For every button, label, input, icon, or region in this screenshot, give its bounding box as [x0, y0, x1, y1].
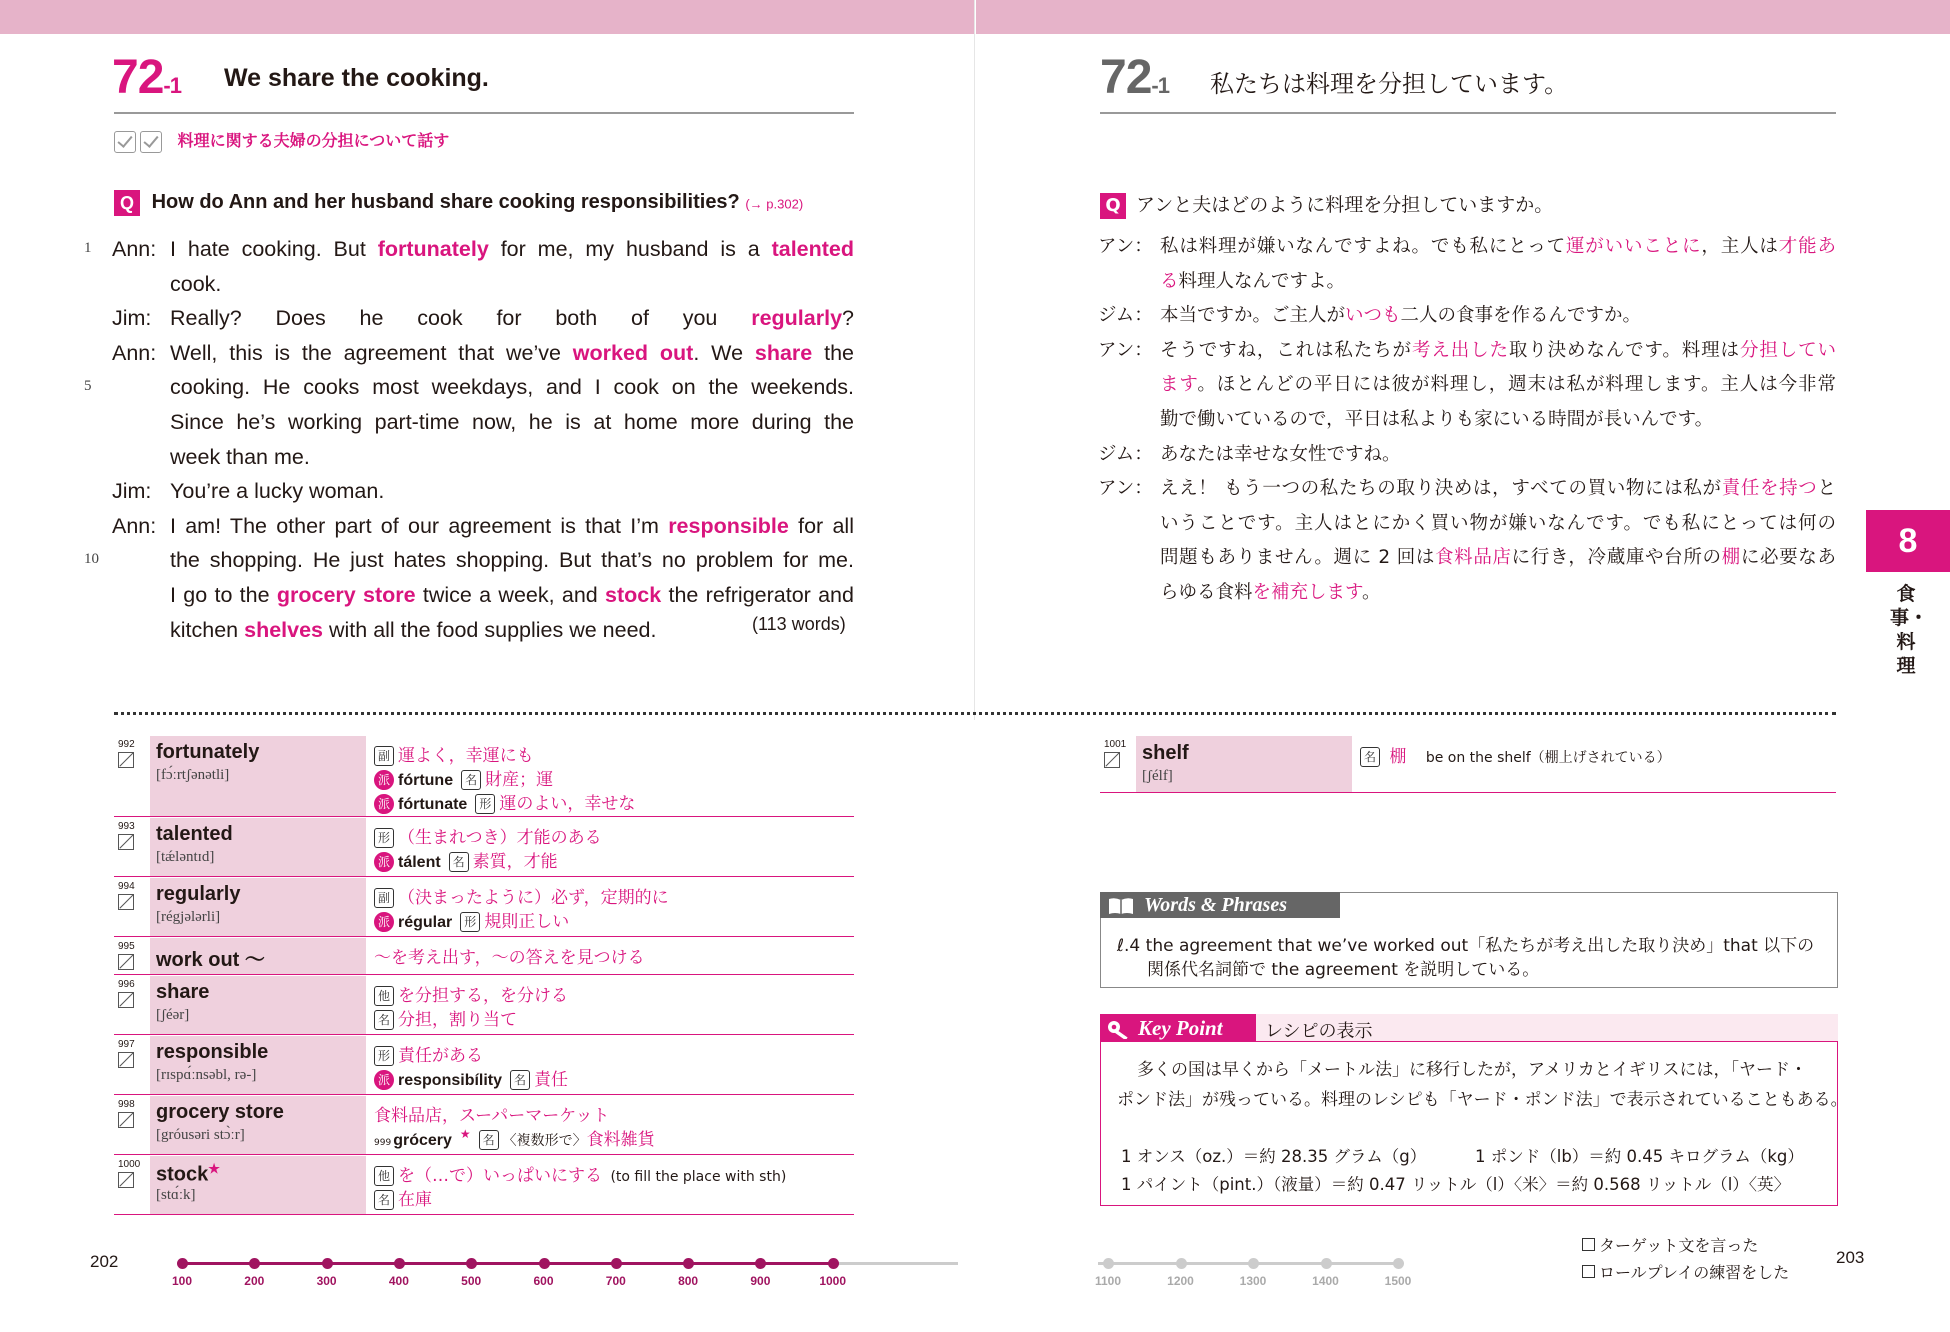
- vocab-def-line: [374, 1101, 613, 1126]
- translation-line: [1160, 541, 1836, 575]
- wp-line-1: [1117, 931, 1814, 956]
- progress-label: 200: [244, 1274, 265, 1288]
- question-ref: (→ p.302): [745, 196, 804, 212]
- vocab-check-icon[interactable]: [118, 834, 134, 850]
- vocab-check-icon[interactable]: [118, 894, 134, 910]
- key-point-box: [1100, 1014, 1848, 1206]
- dialogue-text: cooking. He cooks most weekdays, and I cook on the weekends.: [170, 375, 854, 400]
- translation-text: に必要なあ: [1740, 547, 1836, 569]
- key-term-jp: 運がいいことに: [1565, 236, 1702, 257]
- dialogue-line: [170, 405, 854, 439]
- progress-dot: [177, 1258, 188, 1269]
- translation-line: [1160, 438, 1401, 472]
- pos-tag: 名: [374, 1010, 394, 1030]
- derivative-icon: 派: [374, 770, 394, 790]
- progress-dot: [466, 1258, 477, 1269]
- translation-text: 。: [1362, 582, 1381, 603]
- progress-dot: [755, 1258, 766, 1269]
- vocab-row: [114, 1096, 854, 1155]
- translation-line: [1160, 265, 1345, 299]
- key-point-title: Key Point: [1138, 1016, 1223, 1040]
- vocab-pron: [régjələrli]: [156, 909, 221, 925]
- dialogue-text: for me, my husband is a: [488, 237, 772, 261]
- dialogue-line: [170, 474, 384, 508]
- dialogue-line: [170, 509, 854, 543]
- checkbox-icon[interactable]: [1582, 1265, 1595, 1278]
- dialogue-text: I am! The other part of our agreement is that I’m: [170, 513, 669, 538]
- vocab-number: 997: [118, 1039, 135, 1050]
- derived-word: fórtunate: [398, 796, 468, 813]
- vocab-meaning: 規則正しい: [484, 912, 570, 932]
- derivative-icon: 派: [374, 794, 394, 814]
- vocab-row: [114, 1156, 854, 1215]
- derivative-icon: 派: [374, 852, 394, 872]
- wp-line-2: 関係代名詞節で the agreement を説明している。: [1147, 960, 1540, 980]
- speaker-label-jp: ジム：: [1098, 305, 1153, 327]
- vocab-def-line: [374, 907, 573, 932]
- key-term-jp: 責任を持つ: [1721, 478, 1818, 500]
- vocab-note: 〈複数形で〉: [502, 1133, 587, 1149]
- translation-line: [1160, 230, 1836, 264]
- speaker-label: Jim:: [112, 479, 152, 504]
- pos-tag: 名: [461, 770, 481, 790]
- derivative-icon: 派: [374, 1070, 394, 1090]
- progress-label: 1100: [1094, 1274, 1122, 1288]
- question: [114, 190, 803, 216]
- dialogue-text: I hate cooking. But: [170, 237, 378, 261]
- q-badge: Q: [114, 190, 140, 216]
- vocab-meaning: 責任: [534, 1070, 569, 1090]
- translation-text: 取り決めなんです。料理は: [1508, 339, 1740, 361]
- sub-entry-number: 999: [374, 1138, 392, 1148]
- dialogue-line: [170, 267, 221, 301]
- dialogue-text: You’re a lucky woman.: [170, 479, 385, 504]
- vocab-def-line: [374, 1125, 659, 1150]
- speaker-label-jp: アン：: [1098, 236, 1153, 257]
- key-term: grocery store: [276, 583, 416, 607]
- goal-text: 料理に関する夫婦の分担について話す: [177, 131, 450, 150]
- progress-label: 1500: [1384, 1274, 1412, 1288]
- vocab-term: responsible: [156, 1041, 269, 1063]
- vocab-number-cell: [114, 736, 150, 816]
- vocab-number-cell: [114, 878, 150, 936]
- dialogue-line: [170, 613, 656, 647]
- vocab-number: 1001: [1104, 739, 1127, 750]
- progress-dot: [683, 1258, 694, 1269]
- vocab-check-icon[interactable]: [118, 992, 134, 1008]
- vocab-pron: [tǽləntɪd]: [156, 849, 215, 865]
- progress-dot: [322, 1258, 333, 1269]
- dialogue-line: [170, 578, 854, 612]
- vocab-term: shelf: [1142, 742, 1189, 764]
- progress-dot: [1393, 1258, 1404, 1269]
- key-term-jp: 食料品店: [1435, 547, 1512, 569]
- vocab-pron: [ʃéər]: [156, 1007, 190, 1023]
- translation-text: 問題もありません。週に 2 回は: [1160, 547, 1436, 569]
- translation-line: [1160, 299, 1641, 333]
- vocab-note: be on the shelf（棚上げされている）: [1425, 750, 1671, 766]
- vocab-row-right: [1100, 736, 1836, 793]
- vocab-check-icon[interactable]: [1104, 752, 1120, 768]
- vocab-pron: [rɪspɑ́ːnsəbl, rə-]: [156, 1067, 257, 1083]
- translation-line: [1160, 576, 1381, 610]
- speaker-label: Ann:: [112, 237, 157, 261]
- translation-text: に行き，冷蔵庫や台所の: [1511, 547, 1722, 569]
- vocab-meaning: 食料品店，スーパーマーケット: [374, 1106, 610, 1126]
- words-phrases-title: Words & Phrases: [1144, 894, 1287, 916]
- translation-text: 料理人なんですよ。: [1178, 270, 1346, 292]
- book-icon: [1108, 896, 1134, 914]
- dialogue-text: I go to the: [170, 583, 277, 607]
- page-title-right: 私たちは料理を分担しています。: [1210, 70, 1569, 98]
- words-phrases-header: [1100, 892, 1340, 918]
- vocab-def-line: [374, 1041, 487, 1066]
- speaker-label: Ann:: [112, 513, 157, 538]
- pos-tag: 形: [374, 828, 394, 848]
- vocab-term: talented: [156, 823, 233, 845]
- question-text: How do Ann and her husband share cooking responsibilities?: [151, 191, 740, 214]
- vocab-row: [114, 736, 854, 817]
- vocab-meaning: 運のよい，幸せな: [499, 794, 636, 814]
- dialogue-text: kitchen: [170, 617, 245, 642]
- pos-tag: 名: [479, 1130, 499, 1150]
- vocab-def-line: [374, 765, 557, 790]
- page-number-right: 203: [1836, 1248, 1865, 1267]
- translation-text: そうですね，これは私たちが: [1160, 339, 1412, 361]
- star-icon: ★: [459, 1127, 471, 1142]
- vocab-def-line: [374, 823, 606, 848]
- progress-label: 500: [461, 1274, 482, 1288]
- vocab-meaning: 運よく，幸運にも: [398, 746, 534, 766]
- translation-text: 二人の食事を作るんですか。: [1400, 305, 1642, 327]
- vocab-meaning: 素質，才能: [472, 852, 558, 872]
- key-point-header: [1100, 1014, 1256, 1042]
- progress-line-left-active: [182, 1262, 832, 1265]
- derived-word: fórtune: [398, 772, 454, 789]
- vocab-term: work out ～: [156, 949, 265, 971]
- dialogue-text: for all: [788, 513, 854, 538]
- dialogue-text: the shopping. He just hates shopping. But that’s no problem for me.: [170, 548, 854, 573]
- vocab-note: (to fill the place with sth): [606, 1169, 787, 1185]
- translation-line: [1160, 368, 1836, 402]
- derived-word: responsibílity: [398, 1072, 503, 1089]
- vocab-def-line: [374, 883, 673, 908]
- dialogue-text: Really? Does he cook for both of you: [170, 306, 752, 331]
- vocab-number-cell: [114, 1036, 150, 1094]
- dialogue-line: [170, 336, 854, 370]
- line-number: 1: [84, 240, 92, 256]
- progress-label: 800: [678, 1274, 699, 1288]
- vocab-number: 994: [118, 881, 135, 892]
- dialogue-text: . We: [693, 340, 755, 365]
- progress-dot: [1321, 1258, 1332, 1269]
- vocab-meaning: 分担，割り当て: [398, 1010, 517, 1030]
- star-icon: ★: [208, 1161, 220, 1176]
- vocab-meaning: 財産；運: [485, 770, 554, 790]
- dotted-separator: [114, 712, 1836, 715]
- vocab-number: 996: [118, 979, 135, 990]
- speaker-label-jp: アン：: [1098, 478, 1153, 500]
- translation-text: らゆる食料: [1160, 582, 1253, 603]
- dialogue-text: Since he’s working part-time now, he is at home more during the: [170, 410, 854, 434]
- top-band-left: [0, 0, 974, 34]
- progress-dot: [611, 1258, 622, 1269]
- key-icon: [1106, 1018, 1132, 1038]
- vocab-row: [114, 938, 854, 975]
- translation-text: 私は料理が嫌いなんですよね。でも私にとって: [1160, 236, 1566, 257]
- practice-checklist: [1582, 1232, 1789, 1286]
- dialogue-text: ?: [842, 306, 854, 331]
- dialogue-line: [170, 232, 854, 266]
- vocab-number: 995: [118, 941, 135, 952]
- key-term: fortunately: [377, 237, 489, 261]
- progress-label: 300: [316, 1274, 337, 1288]
- vocab-number-cell: [1100, 736, 1136, 792]
- progress-label: 1200: [1167, 1274, 1194, 1288]
- vocab-number-cell: [114, 938, 150, 974]
- dialogue-text: Well, this is the agreement that we’ve: [170, 340, 573, 365]
- derived-word: régular: [398, 914, 453, 931]
- translation-line: [1160, 472, 1836, 506]
- key-term: worked out: [572, 340, 694, 365]
- title-rule-right: [1100, 112, 1836, 114]
- translation-line: [1160, 403, 1713, 437]
- translation-text: 。ほとんどの平日には彼が料理し，週末は私が料理します。主人は今非常: [1197, 374, 1836, 396]
- speaker-label: Jim:: [112, 306, 152, 331]
- pos-tag: 他: [374, 986, 394, 1006]
- line-number: 10: [84, 551, 99, 568]
- dialogue-text: the: [812, 340, 854, 365]
- progress-label: 1000: [819, 1274, 847, 1288]
- progress-label: 100: [171, 1274, 193, 1288]
- vocab-row: [114, 976, 854, 1035]
- derived-word: tálent: [398, 854, 441, 871]
- translation-line: [1160, 334, 1836, 368]
- page-title: We share the cooking.: [224, 64, 489, 92]
- pos-tag: 形: [460, 912, 480, 932]
- translation-text: ，主人は: [1701, 236, 1779, 257]
- translation-line: [1160, 507, 1836, 541]
- chapter-label: 食事・料理: [1890, 583, 1929, 677]
- key-term-jp: 才能あ: [1778, 236, 1836, 257]
- key-term: stock: [605, 583, 662, 607]
- vocab-def: [1360, 742, 1671, 767]
- translation-text: 本当ですか。ご主人が: [1160, 305, 1346, 327]
- progress-dot: [1176, 1258, 1187, 1269]
- section-number: 72-1: [112, 51, 181, 104]
- pos-tag: 名: [449, 852, 469, 872]
- vocab-term: fortunately: [156, 741, 260, 763]
- vocab-check-icon[interactable]: [118, 752, 134, 768]
- pos-tag: 形: [374, 1046, 394, 1066]
- vocab-number-cell: [114, 1156, 150, 1214]
- vocab-def-line: [374, 847, 562, 872]
- translation-text: あなたは幸せな女性ですね。: [1160, 443, 1401, 465]
- vocab-term: grocery store: [156, 1101, 284, 1123]
- dialogue-text: week than me.: [170, 444, 310, 469]
- key-term-jp: 棚: [1721, 547, 1741, 569]
- progress-label: 400: [388, 1274, 409, 1288]
- progress-dot: [828, 1258, 839, 1269]
- vocab-meaning: 在庫: [398, 1190, 432, 1210]
- vocab-check-icon[interactable]: [118, 1172, 134, 1188]
- vocab-row: [114, 878, 854, 937]
- wp-line-1-text: the agreement that we’ve worked out「私たちが考え出した取り決め」that 以下の: [1145, 936, 1815, 956]
- progress-dot: [539, 1258, 550, 1269]
- vocab-def-line: [374, 981, 572, 1006]
- goal-row: [114, 128, 449, 153]
- wp-line-ref: ℓ.4: [1117, 936, 1141, 956]
- derived-word: grócery: [393, 1132, 452, 1149]
- vocab-term: share: [156, 981, 210, 1003]
- vocab-meaning: 責任がある: [398, 1046, 483, 1066]
- progress-dot: [249, 1258, 260, 1269]
- key-term-jp: いつも: [1345, 305, 1401, 327]
- vocab-def-line: [374, 1161, 786, 1186]
- question-right: [1100, 190, 1553, 219]
- check-icon[interactable]: [140, 131, 162, 153]
- kp-para-1: 多くの国は早くから「メートル法」に移行したが，アメリカとイギリスには，「ヤード・: [1137, 1060, 1807, 1080]
- speaker-label-jp: アン：: [1098, 339, 1153, 361]
- dialogue-line: [170, 440, 310, 474]
- vocab-meaning: 食料雑貨: [586, 1130, 655, 1150]
- progress-dot: [1248, 1258, 1259, 1269]
- vocab-number-cell: [114, 1096, 150, 1154]
- checklist-item[interactable]: ターゲット文を言った: [1582, 1232, 1789, 1259]
- speaker-label-jp: ジム：: [1098, 443, 1153, 465]
- chapter-tab[interactable]: 8: [1866, 510, 1950, 572]
- kp-unit-pint: 1 パイント（pint.）（液量）＝約 0.47 リットル（l）〈米〉＝約 0.568 リットル（l）〈英〉: [1121, 1175, 1791, 1194]
- key-term-jp: る: [1160, 270, 1179, 292]
- vocab-def-line: [374, 789, 639, 814]
- vocab-pron: [ʃélf]: [1142, 768, 1173, 784]
- vocab-check-icon[interactable]: [118, 954, 134, 970]
- progress-label: 1300: [1239, 1274, 1267, 1288]
- translation-text: いうことです。主人はとにかく買い物が嫌いなんです。でも私にとっては何の: [1160, 512, 1836, 534]
- vocab-number: 993: [118, 821, 135, 832]
- vocab-def-line: [374, 741, 538, 766]
- pos-tag: 名: [1360, 747, 1380, 767]
- vocab-meaning: ～を考え出す，～の答えを見つける: [374, 948, 645, 968]
- derivative-icon: 派: [374, 912, 394, 932]
- pos-tag: 名: [510, 1070, 530, 1090]
- vocab-meaning: （生まれつき）才能のある: [398, 828, 602, 848]
- pos-tag: 副: [374, 746, 394, 766]
- vocab-number-cell: [114, 818, 150, 876]
- vocab-pron: [stɑ́ːk]: [156, 1187, 196, 1203]
- translation-text: 勤で働いているので，平日は私よりも家にいる時間が長いんです。: [1160, 409, 1714, 430]
- progress-label: 700: [605, 1274, 626, 1288]
- kp-para-2: ポンド法」が残っている。料理のレシピも「ヤード・ポンド法」で表示されていることもある。: [1117, 1090, 1848, 1110]
- vocab-row: [114, 818, 854, 877]
- key-term: responsible: [668, 513, 789, 538]
- title-rule: [114, 112, 854, 114]
- progress-label: 600: [533, 1274, 554, 1288]
- gutter: [974, 0, 975, 720]
- dialogue-text: cook.: [170, 271, 222, 296]
- key-term-jp: ます: [1160, 374, 1198, 396]
- vocab-term: stock★: [156, 1161, 220, 1186]
- key-term: regularly: [751, 306, 843, 331]
- vocab-check-icon[interactable]: [118, 1112, 134, 1128]
- progress-dot: [394, 1258, 405, 1269]
- key-term-jp: 分担してい: [1739, 339, 1836, 361]
- vocab-pron: [fɔ́ːrtʃənətli]: [156, 767, 230, 783]
- progress-label: 900: [750, 1274, 771, 1288]
- word-count: (113 words): [752, 614, 846, 634]
- kp-unit-lb: 1 ポンド（lb）＝約 0.45 キログラム（kg）: [1475, 1147, 1804, 1166]
- vocab-meaning: 棚: [1389, 747, 1407, 767]
- q-badge-right: Q: [1100, 193, 1126, 219]
- pos-tag: 形: [475, 794, 495, 814]
- pos-tag: 他: [374, 1166, 394, 1186]
- question-text-right: アンと夫はどのように料理を分担していますか。: [1136, 194, 1554, 216]
- translation-text: と: [1817, 478, 1836, 500]
- checklist-item[interactable]: ロールプレイの練習をした: [1582, 1259, 1789, 1286]
- words-phrases-box: [1100, 892, 1838, 988]
- progress-label: 1400: [1312, 1274, 1339, 1288]
- vocab-meaning: を分担する，を分ける: [398, 986, 568, 1006]
- vocab-pron: [gróusəri stɔ̀ːr]: [156, 1127, 245, 1143]
- vocab-term: regularly: [156, 883, 241, 905]
- line-number: 5: [84, 378, 92, 395]
- translation-text: ええ！ もう一つの私たちの取り決めは，すべての買い物には私が: [1160, 478, 1722, 500]
- vocab-def-line: [374, 1005, 521, 1030]
- section-number-right: 72-1: [1100, 51, 1169, 104]
- pos-tag: 名: [374, 1190, 394, 1210]
- dialogue-text: with all the food supplies we need.: [323, 617, 657, 642]
- dialogue-line: [170, 301, 854, 335]
- vocab-row: [114, 1036, 854, 1095]
- key-term: talented: [771, 237, 855, 261]
- vocab-def-line: [374, 1065, 572, 1090]
- pos-tag: 副: [374, 888, 394, 908]
- key-term: shelves: [244, 617, 324, 642]
- vocab-def-line: [374, 1185, 436, 1210]
- key-term-jp: 考え出した: [1411, 339, 1509, 361]
- key-point-heading: レシピの表示: [1265, 1021, 1373, 1042]
- dialogue-text: the refrigerator and: [661, 583, 854, 607]
- vocab-number: 1000: [118, 1159, 141, 1170]
- progress-dot: [1103, 1258, 1114, 1269]
- vocab-meaning: を（…で）いっぱいにする: [398, 1166, 602, 1186]
- speaker-label: Ann:: [112, 340, 157, 365]
- vocab-number-cell: [114, 976, 150, 1034]
- vocab-check-icon[interactable]: [118, 1052, 134, 1068]
- vocab-meaning: （決まったように）必ず，定期的に: [398, 888, 669, 908]
- dialogue-line: [170, 543, 854, 577]
- dialogue-line: [170, 370, 854, 404]
- vocab-number: 998: [118, 1099, 135, 1110]
- vocab-number: 992: [118, 739, 135, 750]
- vocab-def-line: [374, 943, 649, 968]
- checkbox-icon[interactable]: [1582, 1238, 1595, 1251]
- key-term-jp: を補充します: [1252, 582, 1363, 603]
- page-number-left: 202: [90, 1252, 119, 1271]
- check-icon[interactable]: [114, 131, 136, 153]
- key-term: share: [754, 340, 813, 365]
- top-band-right: [976, 0, 1950, 34]
- dialogue-text: twice a week, and: [415, 583, 606, 607]
- kp-unit-oz: 1 オンス（oz.）＝約 28.35 グラム（g）: [1121, 1147, 1427, 1166]
